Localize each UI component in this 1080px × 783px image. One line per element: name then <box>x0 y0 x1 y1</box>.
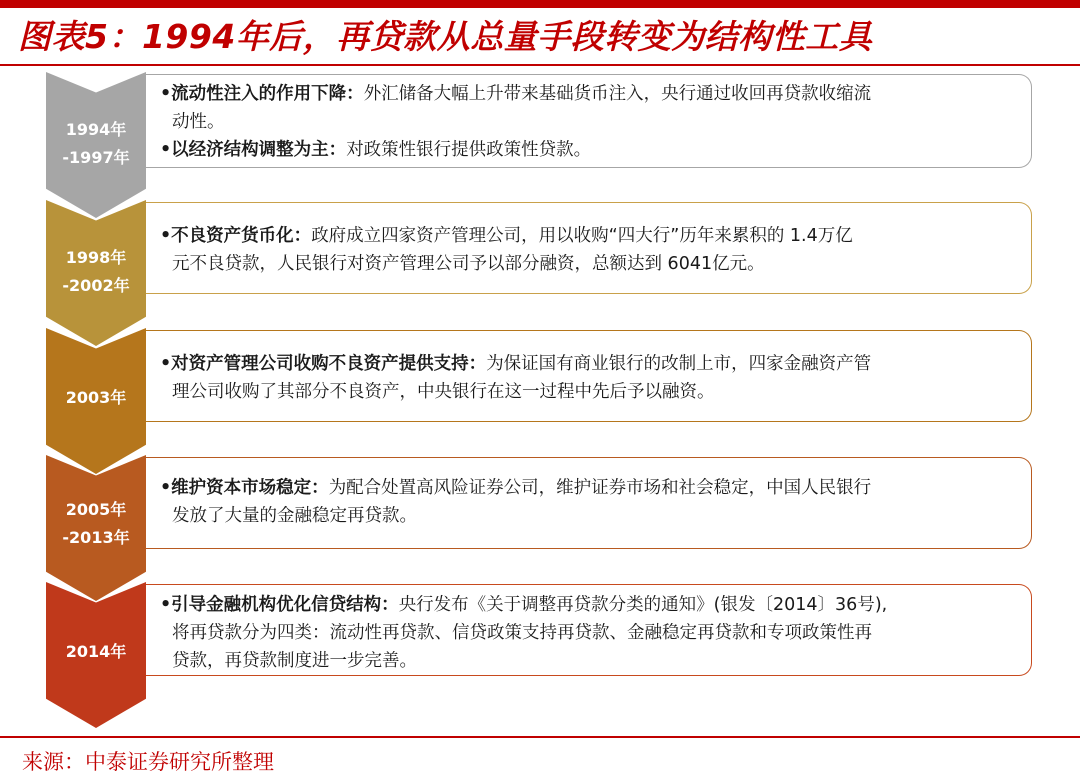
bullet-body: 将再贷款分为四类：流动性再贷款、信贷政策支持再贷款、金融稳定再贷款和专项政策性再 <box>172 623 872 643</box>
period-label <box>46 384 146 412</box>
bullet-heading: •维护资本市场稳定： <box>160 478 329 498</box>
description-line <box>160 350 1028 378</box>
description-text <box>160 80 1028 164</box>
description-line <box>160 80 1028 108</box>
bullet-heading: •引导金融机构优化信贷结构： <box>160 595 399 615</box>
period-start: 1998年 <box>65 248 127 267</box>
bullet-heading: •流动性注入的作用下降： <box>160 84 364 104</box>
bullet-body: 央行发布《关于调整再贷款分类的通知》(银发〔2014〕36号), <box>398 595 888 615</box>
bullet-body: 为保证国有商业银行的改制上市，四家金融资产管 <box>486 354 872 374</box>
description-line <box>160 619 1028 647</box>
description-text <box>160 350 1028 406</box>
description-line <box>160 250 1028 278</box>
description-line <box>160 502 1028 530</box>
period-start: 1994年 <box>65 120 127 139</box>
period-end: -2002年 <box>62 276 130 295</box>
bullet-heading: •不良资产货币化： <box>160 226 312 246</box>
bullet-body: 为配合处置高风险证券公司，维护证券市场和社会稳定，中国人民银行 <box>328 478 872 498</box>
period-label <box>46 244 146 300</box>
period-start: 2014年 <box>65 642 127 661</box>
bullet-body: 动性。 <box>172 112 225 132</box>
period-label <box>46 638 146 666</box>
bullet-body: 政府成立四家资产管理公司，用以收购“四大行”历年来累积的 1.4万亿 <box>311 226 853 246</box>
period-start: 2003年 <box>65 388 127 407</box>
description-line <box>160 136 1028 164</box>
bullet-heading: •对资产管理公司收购不良资产提供支持： <box>160 354 487 374</box>
description-line <box>160 378 1028 406</box>
description-line <box>160 591 1028 619</box>
period-label <box>46 496 146 552</box>
bullet-body: 外汇储备大幅上升带来基础货币注入，央行通过收回再贷款收缩流 <box>363 84 872 104</box>
period-end: -2013年 <box>62 528 130 547</box>
bullet-heading: •以经济结构调整为主： <box>160 140 347 160</box>
period-start: 2005年 <box>65 500 127 519</box>
bullet-body: 发放了大量的金融稳定再贷款。 <box>172 506 417 526</box>
description-line <box>160 647 1028 675</box>
period-label <box>46 116 146 172</box>
period-end: -1997年 <box>62 148 130 167</box>
description-line <box>160 222 1028 250</box>
bullet-body: 理公司收购了其部分不良资产，中央银行在这一过程中先后予以融资。 <box>172 382 715 402</box>
bullet-body: 对政策性银行提供政策性贷款。 <box>346 140 592 160</box>
bullet-body: 贷款，再贷款制度进一步完善。 <box>172 651 417 671</box>
source-note: 来源：中泰证券研究所整理 <box>22 750 274 774</box>
bullet-body: 元不良贷款，人民银行对资产管理公司予以部分融资，总额达到 6041亿元。 <box>172 254 765 274</box>
bottom-rule <box>0 736 1080 738</box>
figure-title: 图表5：1994年后，再贷款从总量手段转变为结构性工具 <box>18 17 873 56</box>
description-text <box>160 222 1028 278</box>
description-text <box>160 474 1028 530</box>
description-text <box>160 591 1028 675</box>
description-line <box>160 474 1028 502</box>
description-line <box>160 108 1028 136</box>
